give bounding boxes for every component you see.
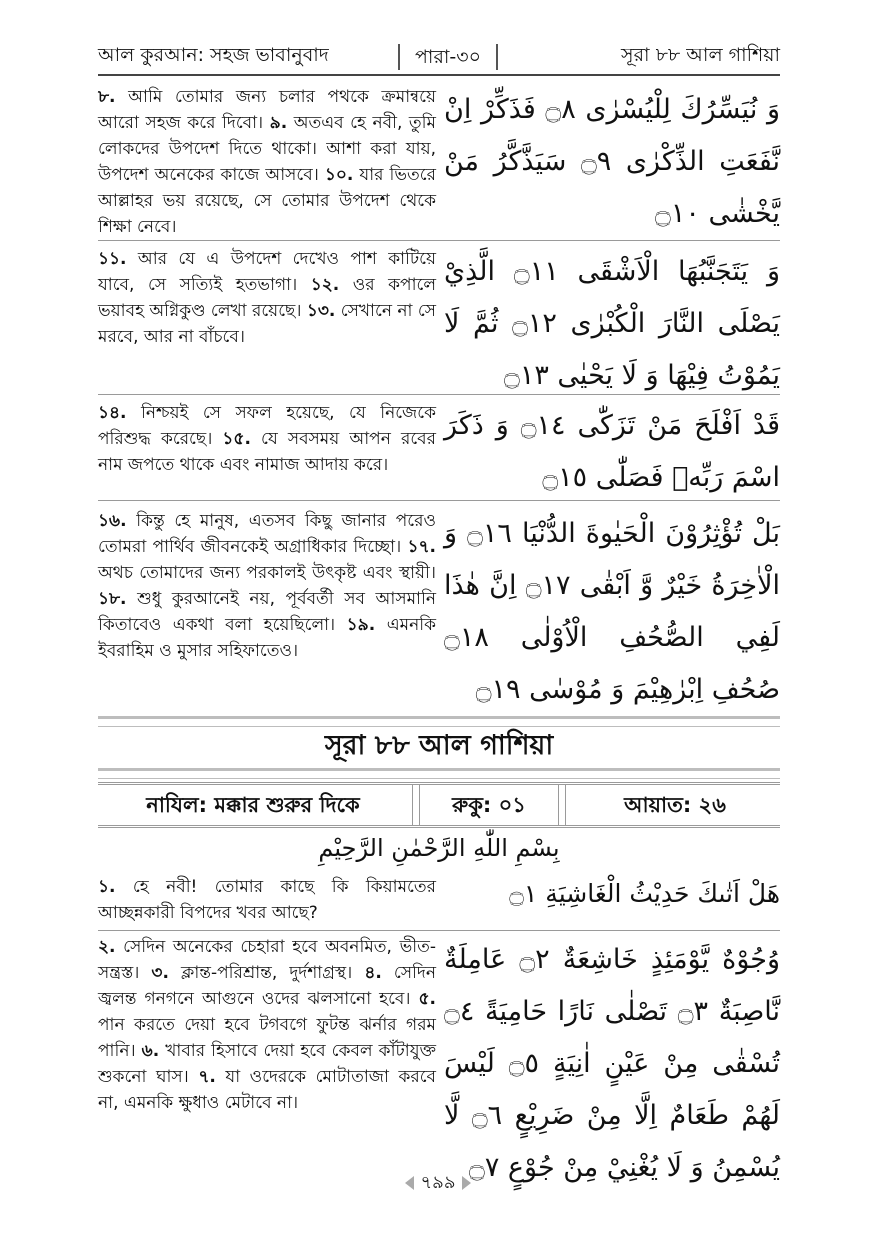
verse-number: ৮. [98,87,116,107]
block-divider [98,500,780,501]
arabic-verse: قَدْ اَفْلَحَ مَنْ تَزَكّٰى ۝١٤ وَ ذَكَرَ اسْمَ رَبِّهٖ فَصَلّٰى ۝١٥ [444,410,780,493]
translation-text: আর যে এ উপদেশ দেখেও পাশ কাটিয়ে যাবে, সে সত্যিই হতভাগা। [98,249,436,295]
arabic-verse: وُجُوْهٌ يَّوْمَئِذٍ خَاشِعَةٌ ۝٢ عَامِلَةٌ نَّاصِبَةٌ ۝٣ تَصْلٰى نَارًا حَامِيَةً ۝٤ تُسْقٰى مِنْ عَيْنٍ اٰنِيَةٍ ۝٥ لَيْسَ لَهُمْ طَعَامٌ اِلَّا مِنْ ضَرِيْعٍ ۝٦ لَّا يُسْمِنُ وَ لَا يُغْنِيْ مِنْ جُوْعٍ ۝٧ [444,944,781,1183]
verse-number: ১৫. [222,429,251,449]
translation-text: সেখানে না সে মরবে, আর না বাঁচবে। [98,301,436,347]
surah-title: সূরা ৮৮ আল গাশিয়া [324,730,554,761]
translation-text: পান করতে দেয়া হবে টগবগে ফুটন্ত ঝর্নার গরম পানি। [98,1015,436,1061]
translation-text: শুধু কুরআনেই নয়, পূর্ববর্তী সব আসমানি কিতাবেও একথা বলা হয়েছিলো। [98,589,436,635]
title-rule-top [98,716,780,727]
surah-running-title: সূরা ৮৮ আল গাশিয়া [621,44,780,66]
verse-block [98,246,780,392]
verse-number: ৫. [418,989,436,1009]
translation-text: খাবার হিসাবে দেয়া হবে কেবল কাঁটাযুক্ত শুকনো ঘাস। [98,1041,437,1087]
verse-number: ১১. [98,249,127,269]
verse-number: ১০. [324,165,354,185]
block-divider [98,930,780,931]
verse-number: ২. [98,937,116,957]
revelation-place: নাযিল: মক্কার শুরুর দিকে [146,793,360,817]
translation-text: কিন্তু হে মানুষ, এতসব কিছু জানার পরেও তোমরা পার্থিব জীবনকেই অগ্রাধিকার দিচ্ছো। [98,511,436,557]
translation-text: হে নবী! তোমার কাছে কি কিয়ামতের আচ্ছন্নকারী বিপদের খবর আছে? [98,877,436,923]
running-header [98,40,780,76]
verse-number: ১৮. [98,589,127,609]
translation-text: ক্লান্ত-পরিশ্রান্ত, দুর্দশাগ্রস্থ। [168,963,365,983]
page-footer [398,1170,478,1196]
page-number: ৭৯৯ [420,1171,456,1193]
ruku-count: রুকু: ০১ [452,793,526,817]
book-title: আল কুরআন: সহজ ভাবানুবাদ [98,44,329,66]
translation-text: সেদিন অনেকের চেহারা হবে অবনমিত, ভীত-সন্ত্রস্ত। [98,937,436,983]
verse-block [98,84,780,236]
arabic-verse: وَ يَتَجَنَّبُهَا الْاَشْقَى ۝١١ الَّذِيْ يَصْلَى النَّارَ الْكُبْرٰى ۝١٢ ثُمَّ لَا يَمُوْتُ فِيْهَا وَ لَا يَحْيٰى ۝١٣ [444,256,780,391]
verse-block [98,508,780,708]
verse-number: ৯. [269,113,288,133]
bengali-translation [98,508,436,708]
block-divider [98,240,780,241]
translation-text: সেদিন জ্বলন্ত গনগনে আগুনে ওদের ঝলসানো হবে। [98,963,436,1009]
block-divider [98,394,780,395]
verse-number: ১. [98,877,116,897]
bengali-translation [98,400,436,494]
translation-text: ওর কপালে ভয়াবহ অগ্নিকুণ্ড লেখা রয়েছে। [98,275,436,321]
verse-number: ৩. [151,963,169,983]
translation-text: নিশ্চয়ই সে সফল হয়েছে, যে নিজেকে পরিশুদ্ধ করেছে। [98,403,436,449]
para-number: পারা-৩০ [398,44,498,70]
arabic-verse: بَلْ تُؤْثِرُوْنَ الْحَيٰوةَ الدُّنْيَا ۝١٦ وَ الْاٰخِرَةُ خَيْرٌ وَّ اَبْقٰى ۝١٧ اِنَّ هٰذَا لَفِي الصُّحُفِ الْاُوْلٰى ۝١٨ صُحُفِ اِبْرٰهِيْمَ وَ مُوْسٰى ۝١٩ [444,518,780,705]
bengali-translation [98,246,436,392]
verse-number: ১৪. [98,403,127,423]
arabic-verse: وَ نُيَسِّرُكَ لِلْيُسْرٰى ۝٨ فَذَكِّرْ اِنْ نَّفَعَتِ الذِّكْرٰى ۝٩ سَيَذَّكَّرُ مَنْ يَّخْشٰى ۝١٠ [444,94,780,229]
verse-block [98,400,780,494]
left-arrow-icon [405,1176,414,1190]
surah-info-bar [98,782,780,828]
translation-text: যে সবসময় আপন রবের নাম জপতে থাকে এবং নামাজ আদায় করে। [98,429,436,475]
translation-text: অতএব হে নবী, তুমি লোকদের উপদেশ দিতে থাকো। আশা করা যায়, উপদেশ অনেকের কাজে আসবে। [98,113,436,185]
verse-number: ১৬. [98,511,127,531]
verse-number: ১২. [310,275,340,295]
translation-text: যার ভিতরে আল্লাহর ভয় রয়েছে, সে তোমার উপদেশ থেকে শিক্ষা নেবে। [98,165,436,237]
bengali-translation [98,934,436,1144]
bengali-translation [98,874,436,928]
verse-number: ১৩. [306,301,336,321]
arabic-verse: هَلْ اَتٰىكَ حَدِيْثُ الْغَاشِيَةِ ۝١ [509,879,780,908]
verse-number: ৭. [198,1067,216,1087]
bengali-translation [98,84,436,236]
right-arrow-icon [462,1176,471,1190]
verse-number: ৬. [141,1041,160,1061]
info-separator [558,785,566,825]
translation-text: আমি তোমার জন্য চলার পথকে ক্রমান্বয়ে আরো সহজ করে দিবো। [98,87,436,133]
verse-block [98,874,780,928]
translation-text: যা ওদেরকে মোটাতাজা করবে না, এমনকি ক্ষুধাও মেটাবে না। [98,1067,436,1113]
verse-number: ৪. [364,963,382,983]
info-separator [412,785,420,825]
ayat-count: আয়াত: ২৬ [624,793,726,817]
translation-text: অথচ তোমাদের জন্য পরকালই উৎকৃষ্ট এবং স্থায়ী। [98,563,436,583]
title-rule-bottom [98,768,780,779]
bismillah: بِسْمِ اللّٰهِ الرَّحْمٰنِ الرَّحِيْمِ [318,834,560,862]
verse-number: ১৯. [346,615,376,635]
translation-text: এমনকি ইবরাহিম ও মুসার সহিফাতেও। [98,615,436,661]
verse-number: ১৭. [407,537,436,557]
